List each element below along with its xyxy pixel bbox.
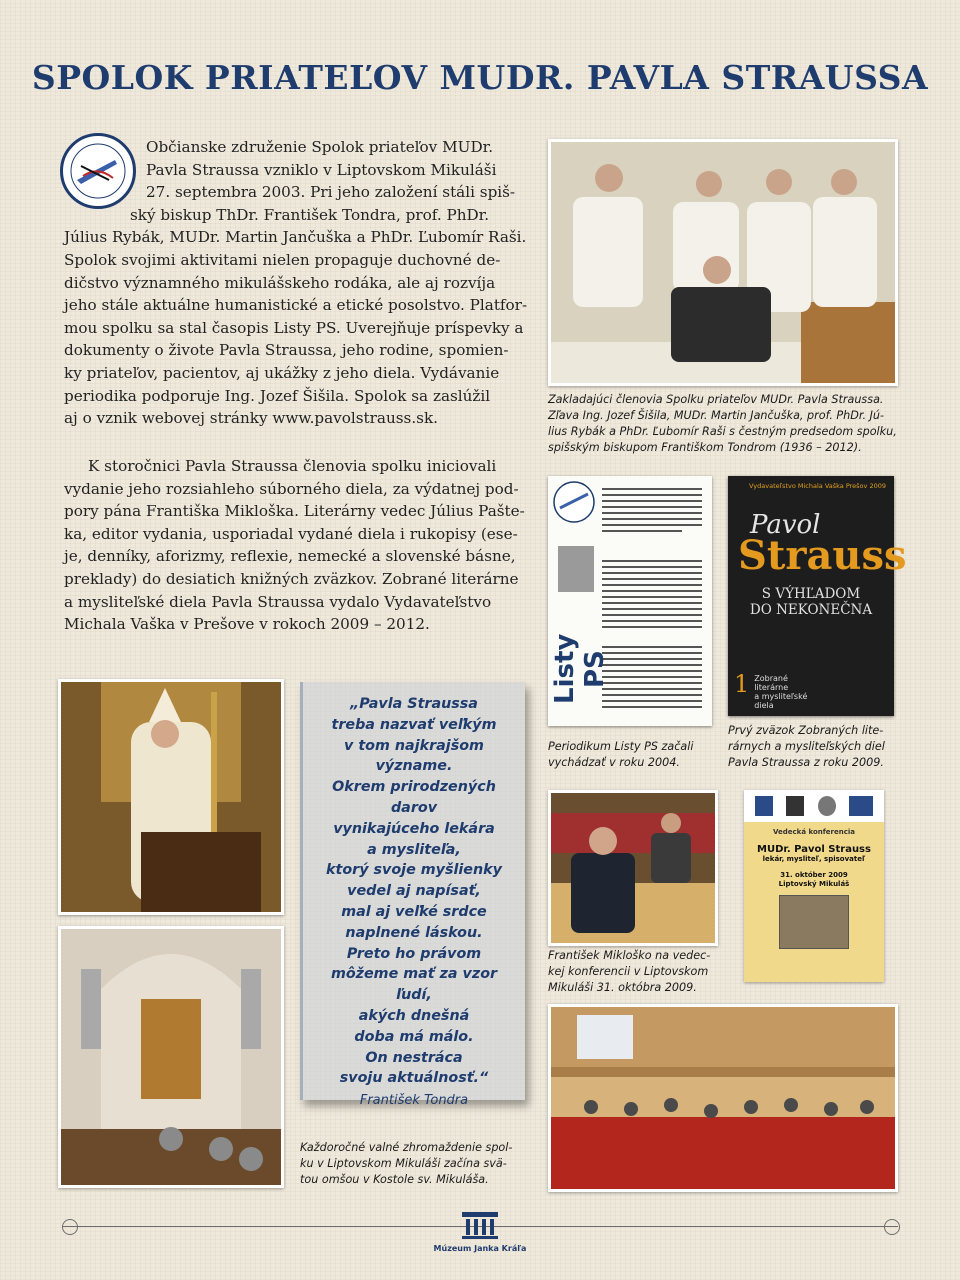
quote-line: darov xyxy=(390,799,438,816)
book-volume-block xyxy=(734,670,807,710)
intro-line: K storočnici Pavla Straussa členovia spolku iniciovali xyxy=(88,457,497,475)
quote-line: a mysliteľa, xyxy=(367,841,461,858)
poster-date-line: 31. október 2009 xyxy=(780,871,848,879)
book-series-line: diela xyxy=(754,701,774,710)
museum-name: Múzeum Janka Kráľa xyxy=(433,1244,527,1253)
poster-conference: Vedecká konferencia xyxy=(772,828,855,836)
intro-line: mou spolku sa stal časopis Listy PS. Uverejňuje príspevky a xyxy=(64,318,524,337)
quote-line: svoju aktuálnosť.“ xyxy=(339,1070,489,1087)
book-subtitle-line: S VÝHĽADOM xyxy=(761,586,861,602)
church-interior-image xyxy=(61,929,281,1185)
quote-line: ktorý svoje myšlienky xyxy=(326,862,502,879)
caption-line: Pavla Straussa z roku 2009. xyxy=(728,756,884,769)
quote-line: v tom najkrajšom xyxy=(344,737,484,754)
quote-line: mal aj veľké srdce xyxy=(341,903,487,920)
book-volume: 1 xyxy=(734,670,750,698)
caption-line: kej konferencii v Liptovskom xyxy=(548,965,709,978)
quote-line: akých dnešná xyxy=(358,1007,470,1024)
intro-paragraph-2 xyxy=(64,455,534,636)
intro-line: jeho stále aktuálne humanistické a etické posolstvo. Platfor- xyxy=(64,296,528,315)
founders-photo xyxy=(548,139,898,386)
page-title: SPOLOK PRIATEĽOV MUDR. PAVLA STRAUSSA xyxy=(31,58,929,97)
book-subtitle xyxy=(728,586,894,618)
intro-line: 27. septembra 2003. Pri jeho založení stáli spiš- xyxy=(146,183,516,202)
intro-line: pory pána Františka Mikloška. Literárny vedec Július Pašte- xyxy=(64,502,525,521)
caption-line: tou omšou v Kostole sv. Mikuláša. xyxy=(300,1173,489,1186)
caption-line: Mikuláši 31. októbra 2009. xyxy=(548,981,697,994)
intro-line: Július Rybák, MUDr. Martin Jančuška a PhDr. Ľubomír Raši. xyxy=(64,228,527,247)
periodical-masthead: Listy PS xyxy=(550,633,610,705)
book-subtitle-line: DO NEKONEČNA xyxy=(749,602,873,618)
quote-line: Preto ho právom xyxy=(346,945,482,962)
caption-line: Každoročné valné zhromaždenie spol- xyxy=(300,1141,513,1154)
book-cover xyxy=(728,476,907,716)
triangle-logo-icon xyxy=(786,796,804,816)
book-first-name: Pavol xyxy=(750,510,821,540)
intro-line: ky priateľov, pacientov, aj ukážky z jeho diela. Vydávanie xyxy=(64,363,500,382)
caption-line: rárnych a mysliteľských diel xyxy=(728,740,885,753)
church-interior-photo xyxy=(58,926,284,1188)
quote-line: Okrem prirodzených xyxy=(332,779,496,796)
caption-line: lius Rybák a PhDr. Ľubomír Raši s čestným predsedom spolku, xyxy=(548,425,897,438)
caption-line: Zľava Ing. Jozef Šišila, MUDr. Martin Jančuška, prof. PhDr. Jú- xyxy=(548,409,884,422)
caption-line: Periodikum Listy PS začali xyxy=(548,740,694,753)
intro-line: a mysliteľské diela Pavla Straussa vydalo Vydavateľstvo xyxy=(64,592,492,611)
quote-line: doba má málo. xyxy=(354,1028,474,1045)
caption-line: Zakladajúci členovia Spolku priateľov MUDr. Pavla Straussa. xyxy=(548,393,884,406)
caption-line: František Mikloško na vedec- xyxy=(548,949,711,962)
book-series-line: a mysliteľské xyxy=(754,692,808,701)
caption-line: vychádzať v roku 2004. xyxy=(548,756,680,769)
poster-portrait xyxy=(779,895,849,949)
museum-building-icon xyxy=(460,1210,500,1240)
intro-line: Občianske združenie Spolok priateľov MUDr. xyxy=(146,138,494,156)
spolok-logo-icon xyxy=(818,796,836,816)
quote-line: On nestráca xyxy=(365,1049,463,1066)
caption-line: ku v Liptovskom Mikuláši začína svä- xyxy=(300,1157,507,1170)
quote-line: treba nazvať veľkým xyxy=(331,716,497,733)
footer-ornament-right xyxy=(884,1219,900,1235)
intro-line: Spolok svojimi aktivitami nielen propaguje duchovné de- xyxy=(64,250,501,269)
bishop-image xyxy=(61,682,281,912)
caption-line: spišským biskupom Františkom Tondrom (1936 – 2012). xyxy=(548,441,862,454)
intro-line: preklady) do desiatich knižných zväzkov. Zobrané literárne xyxy=(64,569,519,588)
quote-author: František Tondra xyxy=(359,1093,469,1109)
book-last-name: Strauss xyxy=(738,532,907,579)
intro-line: vydanie jeho rozsiahleho súborného diela, za výdatnej pod- xyxy=(64,479,519,498)
intro-line: periodika podporuje Ing. Jozef Šišila. Spolok sa zaslúžil xyxy=(64,386,491,405)
intro-line: je, denníky, aforizmy, reflexie, nemecké a slovenské básne, xyxy=(64,547,516,566)
founders-caption xyxy=(548,392,900,456)
caption-line: Prvý zväzok Zobraných lite- xyxy=(728,724,884,737)
book-caption xyxy=(728,723,898,771)
intro-line: dokumenty o živote Pavla Straussa, jeho rodine, spomien- xyxy=(64,341,509,360)
poster-logos xyxy=(744,790,884,822)
quote-line: vedel aj napísať, xyxy=(347,883,481,900)
intro-line: Michala Vaška v Prešove v rokoch 2009 – 2012. xyxy=(64,615,430,634)
intro-line: ský biskup ThDr. František Tondra, prof. PhDr. xyxy=(130,205,490,224)
bishop-mass-photo xyxy=(58,679,284,915)
assembly-hall-photo xyxy=(548,1004,898,1192)
tondra-quote xyxy=(300,682,525,1109)
intro-line: ka, editor vydania, usporiadal vydané diela i rukopisy (ese- xyxy=(64,524,518,543)
book-series-line: literárne xyxy=(754,683,789,692)
book-series xyxy=(754,674,807,710)
conference-poster xyxy=(744,790,884,982)
poster-date-line: Liptovský Mikuláš xyxy=(778,880,850,888)
mass-caption xyxy=(300,1140,530,1188)
quote-text xyxy=(303,682,525,1089)
poster-subtitle: lekár, mysliteľ, spisovateľ xyxy=(762,855,866,863)
periodical-caption xyxy=(548,739,718,771)
book-series-line: Zobrané xyxy=(754,674,788,683)
lekari-logo-icon xyxy=(849,796,873,816)
conference-speaker-image xyxy=(551,793,715,943)
conference-caption xyxy=(548,948,728,996)
footer-ornament-left xyxy=(62,1219,78,1235)
quote-line: „Pavla Straussa xyxy=(350,696,478,712)
intro-line: Pavla Straussa vzniklo v Liptovskom Mikuláši xyxy=(146,160,497,179)
coat-of-arms-icon xyxy=(755,796,773,816)
poster-name: MUDr. Pavol Strauss xyxy=(757,844,871,855)
quote-line: význame. xyxy=(375,758,453,775)
poster-date xyxy=(744,871,884,889)
quote-line: naplnené láskou. xyxy=(345,924,483,941)
founders-group-image xyxy=(551,142,895,383)
assembly-hall-image xyxy=(551,1007,895,1189)
intro-paragraph-1 xyxy=(64,136,534,430)
listy-ps-periodical xyxy=(548,476,712,726)
quote-line: vynikajúceho lekára xyxy=(333,820,495,837)
intro-line: dičstvo významného mikulášskeho rodáka, ale aj rozvíja xyxy=(64,273,496,292)
intro-line: aj o vznik webovej stránky www.pavolstrauss.sk. xyxy=(64,409,438,428)
book-publisher: Vydavateľstvo Michala Vaška Prešov 2009 xyxy=(749,482,886,490)
quote-line: môžeme mať za vzor ľudí, xyxy=(330,966,498,1004)
conference-photo xyxy=(548,790,718,946)
